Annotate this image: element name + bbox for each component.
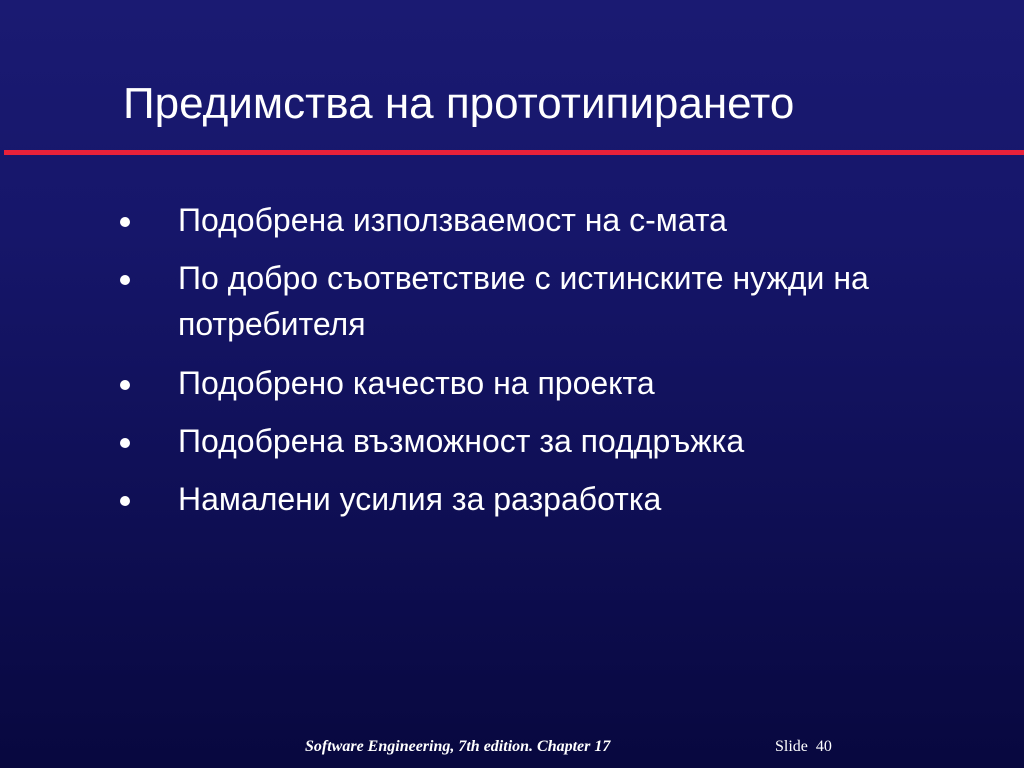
bullet-dot-icon bbox=[120, 496, 130, 506]
footer-book-title: Software Engineering, 7th edition. Chapter 17 bbox=[305, 738, 611, 755]
bullet-dot-icon bbox=[120, 438, 130, 448]
bullet-text: Подобрено качество на проекта bbox=[178, 365, 655, 401]
slide-label: Slide bbox=[775, 738, 808, 755]
slide-number: 40 bbox=[815, 738, 832, 755]
bullet-dot-icon bbox=[120, 275, 130, 285]
bullet-text: Подобрена използваемост на с-мата bbox=[178, 202, 727, 238]
bullet-dot-icon bbox=[120, 380, 130, 390]
slide-title: Предимства на прототипирането bbox=[123, 79, 795, 128]
bullet-text: Намалени усилия за разработка bbox=[178, 481, 662, 517]
bullet-text: По добро съответствие с истинските нужди на потребителя bbox=[178, 260, 869, 342]
footer-slide-indicator bbox=[775, 737, 832, 757]
bullet-text: Подобрена възможност за поддръжка bbox=[178, 423, 745, 459]
bullet-dot-icon bbox=[120, 217, 130, 227]
